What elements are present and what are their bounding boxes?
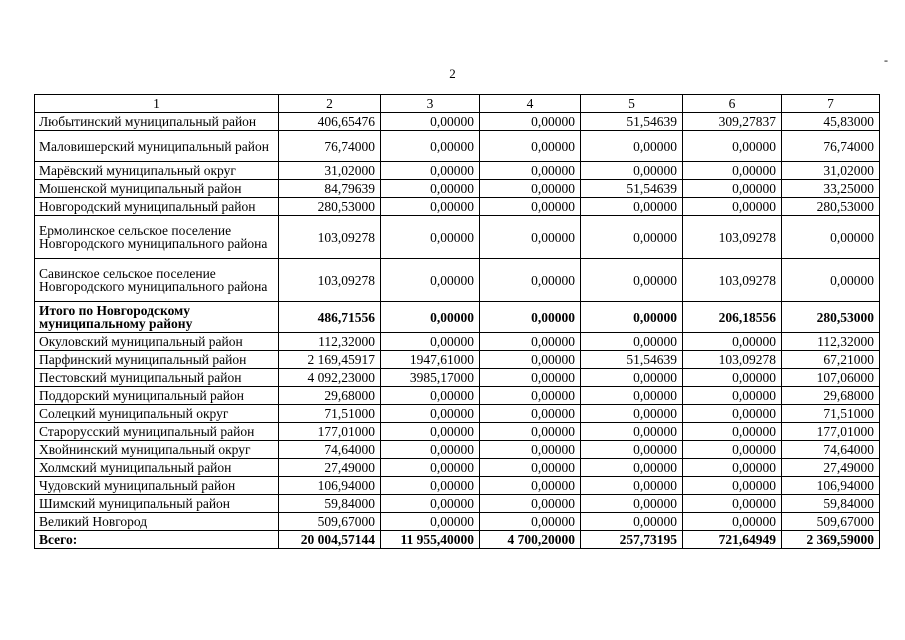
table-row	[35, 423, 880, 441]
cell-value: 51,54639	[581, 180, 683, 198]
column-header: 3	[381, 95, 480, 113]
row-label: Шимский муниципальный район	[35, 495, 279, 513]
cell-value: 0,00000	[683, 495, 782, 513]
cell-value: 0,00000	[581, 162, 683, 180]
cell-value: 721,64949	[683, 531, 782, 549]
cell-value: 0,00000	[683, 405, 782, 423]
cell-value: 0,00000	[381, 477, 480, 495]
cell-value: 0,00000	[480, 216, 581, 259]
cell-value: 103,09278	[683, 259, 782, 302]
cell-value: 0,00000	[683, 131, 782, 162]
cell-value: 0,00000	[683, 333, 782, 351]
table-row	[35, 513, 880, 531]
cell-value: 0,00000	[480, 423, 581, 441]
cell-value: 103,09278	[279, 259, 381, 302]
cell-value: 27,49000	[782, 459, 880, 477]
cell-value: 0,00000	[581, 459, 683, 477]
cell-value: 0,00000	[683, 162, 782, 180]
cell-value: 31,02000	[782, 162, 880, 180]
cell-value: 486,71556	[279, 302, 381, 333]
table-row	[35, 113, 880, 131]
cell-value: 280,53000	[782, 198, 880, 216]
cell-value: 406,65476	[279, 113, 381, 131]
row-label: Маловишерский муниципальный район	[35, 131, 279, 162]
cell-value: 0,00000	[381, 162, 480, 180]
cell-value: 59,84000	[782, 495, 880, 513]
row-label: Поддорский муниципальный район	[35, 387, 279, 405]
table-row	[35, 495, 880, 513]
cell-value: 206,18556	[683, 302, 782, 333]
column-header: 1	[35, 95, 279, 113]
cell-value: 0,00000	[581, 513, 683, 531]
cell-value: 0,00000	[480, 302, 581, 333]
cell-value: 0,00000	[683, 180, 782, 198]
row-label: Всего:	[35, 531, 279, 549]
cell-value: 2 369,59000	[782, 531, 880, 549]
cell-value: 509,67000	[782, 513, 880, 531]
cell-value: 76,74000	[279, 131, 381, 162]
column-header: 6	[683, 95, 782, 113]
data-table	[34, 94, 880, 549]
cell-value: 0,00000	[581, 441, 683, 459]
cell-value: 74,64000	[279, 441, 381, 459]
cell-value: 0,00000	[381, 405, 480, 423]
cell-value: 0,00000	[581, 333, 683, 351]
cell-value: 0,00000	[683, 369, 782, 387]
cell-value: 0,00000	[381, 180, 480, 198]
column-header: 4	[480, 95, 581, 113]
table-header-row	[35, 95, 880, 113]
column-header: 7	[782, 95, 880, 113]
cell-value: 0,00000	[480, 198, 581, 216]
table-row	[35, 477, 880, 495]
page-number: 2	[449, 66, 456, 81]
cell-value: 4 700,20000	[480, 531, 581, 549]
cell-value: 103,09278	[279, 216, 381, 259]
cell-value: 0,00000	[581, 259, 683, 302]
cell-value: 31,02000	[279, 162, 381, 180]
cell-value: 0,00000	[480, 259, 581, 302]
cell-value: 0,00000	[480, 131, 581, 162]
cell-value: 59,84000	[279, 495, 381, 513]
row-label: Старорусский муниципальный район	[35, 423, 279, 441]
table-row	[35, 387, 880, 405]
row-label: Парфинский муниципальный район	[35, 351, 279, 369]
row-label: Марёвский муниципальный округ	[35, 162, 279, 180]
subtotal-row	[35, 302, 880, 333]
cell-value: 309,27837	[683, 113, 782, 131]
cell-value: 0,00000	[381, 259, 480, 302]
cell-value: 112,32000	[782, 333, 880, 351]
cell-value: 71,51000	[279, 405, 381, 423]
cell-value: 0,00000	[381, 423, 480, 441]
cell-value: 84,79639	[279, 180, 381, 198]
cell-value: 0,00000	[683, 477, 782, 495]
cell-value: 0,00000	[381, 495, 480, 513]
cell-value: 0,00000	[581, 495, 683, 513]
cell-value: 107,06000	[782, 369, 880, 387]
cell-value: 29,68000	[782, 387, 880, 405]
cell-value: 0,00000	[581, 302, 683, 333]
cell-value: 2 169,45917	[279, 351, 381, 369]
table-row	[35, 405, 880, 423]
cell-value: 177,01000	[279, 423, 381, 441]
cell-value: 0,00000	[381, 333, 480, 351]
cell-value: 45,83000	[782, 113, 880, 131]
cell-value: 0,00000	[683, 387, 782, 405]
cell-value: 0,00000	[683, 423, 782, 441]
table-row	[35, 198, 880, 216]
cell-value: 0,00000	[480, 495, 581, 513]
corner-mark: -	[884, 53, 888, 67]
cell-value: 0,00000	[581, 405, 683, 423]
row-label: Пестовский муниципальный район	[35, 369, 279, 387]
cell-value: 0,00000	[683, 441, 782, 459]
cell-value: 29,68000	[279, 387, 381, 405]
table-row	[35, 333, 880, 351]
cell-value: 0,00000	[480, 513, 581, 531]
cell-value: 112,32000	[279, 333, 381, 351]
table-row	[35, 162, 880, 180]
row-label: Окуловский муниципальный район	[35, 333, 279, 351]
row-label: Любытинский муниципальный район	[35, 113, 279, 131]
cell-value: 3985,17000	[381, 369, 480, 387]
cell-value: 103,09278	[683, 351, 782, 369]
cell-value: 1947,61000	[381, 351, 480, 369]
cell-value: 11 955,40000	[381, 531, 480, 549]
cell-value: 74,64000	[782, 441, 880, 459]
cell-value: 67,21000	[782, 351, 880, 369]
cell-value: 0,00000	[381, 387, 480, 405]
table-row	[35, 351, 880, 369]
cell-value: 0,00000	[381, 113, 480, 131]
table-row	[35, 369, 880, 387]
cell-value: 76,74000	[782, 131, 880, 162]
cell-value: 0,00000	[381, 216, 480, 259]
table-row	[35, 131, 880, 162]
cell-value: 0,00000	[381, 302, 480, 333]
cell-value: 4 092,23000	[279, 369, 381, 387]
cell-value: 106,94000	[279, 477, 381, 495]
row-label: Итого по Новгородскому муниципальному району	[35, 302, 279, 333]
table-row	[35, 441, 880, 459]
cell-value: 0,00000	[480, 113, 581, 131]
cell-value: 0,00000	[581, 423, 683, 441]
cell-value: 0,00000	[381, 131, 480, 162]
cell-value: 27,49000	[279, 459, 381, 477]
cell-value: 280,53000	[782, 302, 880, 333]
column-header: 2	[279, 95, 381, 113]
cell-value: 0,00000	[480, 351, 581, 369]
cell-value: 0,00000	[581, 387, 683, 405]
cell-value: 0,00000	[480, 162, 581, 180]
cell-value: 33,25000	[782, 180, 880, 198]
cell-value: 0,00000	[381, 441, 480, 459]
cell-value: 0,00000	[480, 459, 581, 477]
cell-value: 0,00000	[480, 405, 581, 423]
row-label: Новгородский муниципальный район	[35, 198, 279, 216]
cell-value: 0,00000	[480, 477, 581, 495]
cell-value: 0,00000	[683, 513, 782, 531]
cell-value: 0,00000	[480, 387, 581, 405]
column-header: 5	[581, 95, 683, 113]
row-label: Савинское сельское поселение Новгородского муниципального района	[35, 259, 279, 302]
cell-value: 0,00000	[581, 216, 683, 259]
cell-value: 280,53000	[279, 198, 381, 216]
cell-value: 0,00000	[381, 198, 480, 216]
cell-value: 0,00000	[581, 198, 683, 216]
cell-value: 0,00000	[683, 459, 782, 477]
cell-value: 0,00000	[381, 459, 480, 477]
cell-value: 0,00000	[480, 333, 581, 351]
row-label: Холмский муниципальный район	[35, 459, 279, 477]
cell-value: 0,00000	[581, 131, 683, 162]
table-row	[35, 216, 880, 259]
cell-value: 106,94000	[782, 477, 880, 495]
cell-value: 0,00000	[683, 198, 782, 216]
row-label: Солецкий муниципальный округ	[35, 405, 279, 423]
cell-value: 0,00000	[480, 441, 581, 459]
cell-value: 51,54639	[581, 351, 683, 369]
total-row	[35, 531, 880, 549]
cell-value: 0,00000	[581, 477, 683, 495]
row-label: Мошенской муниципальный район	[35, 180, 279, 198]
cell-value: 71,51000	[782, 405, 880, 423]
row-label: Чудовский муниципальный район	[35, 477, 279, 495]
cell-value: 177,01000	[782, 423, 880, 441]
table-row	[35, 459, 880, 477]
cell-value: 0,00000	[480, 369, 581, 387]
cell-value: 0,00000	[480, 180, 581, 198]
cell-value: 20 004,57144	[279, 531, 381, 549]
cell-value: 257,73195	[581, 531, 683, 549]
row-label: Великий Новгород	[35, 513, 279, 531]
table-row	[35, 259, 880, 302]
table-row	[35, 180, 880, 198]
cell-value: 0,00000	[581, 369, 683, 387]
cell-value: 51,54639	[581, 113, 683, 131]
row-label: Ермолинское сельское поселение Новгородского муниципального района	[35, 216, 279, 259]
cell-value: 0,00000	[381, 513, 480, 531]
cell-value: 0,00000	[782, 216, 880, 259]
cell-value: 0,00000	[782, 259, 880, 302]
row-label: Хвойнинский муниципальный округ	[35, 441, 279, 459]
cell-value: 509,67000	[279, 513, 381, 531]
cell-value: 103,09278	[683, 216, 782, 259]
